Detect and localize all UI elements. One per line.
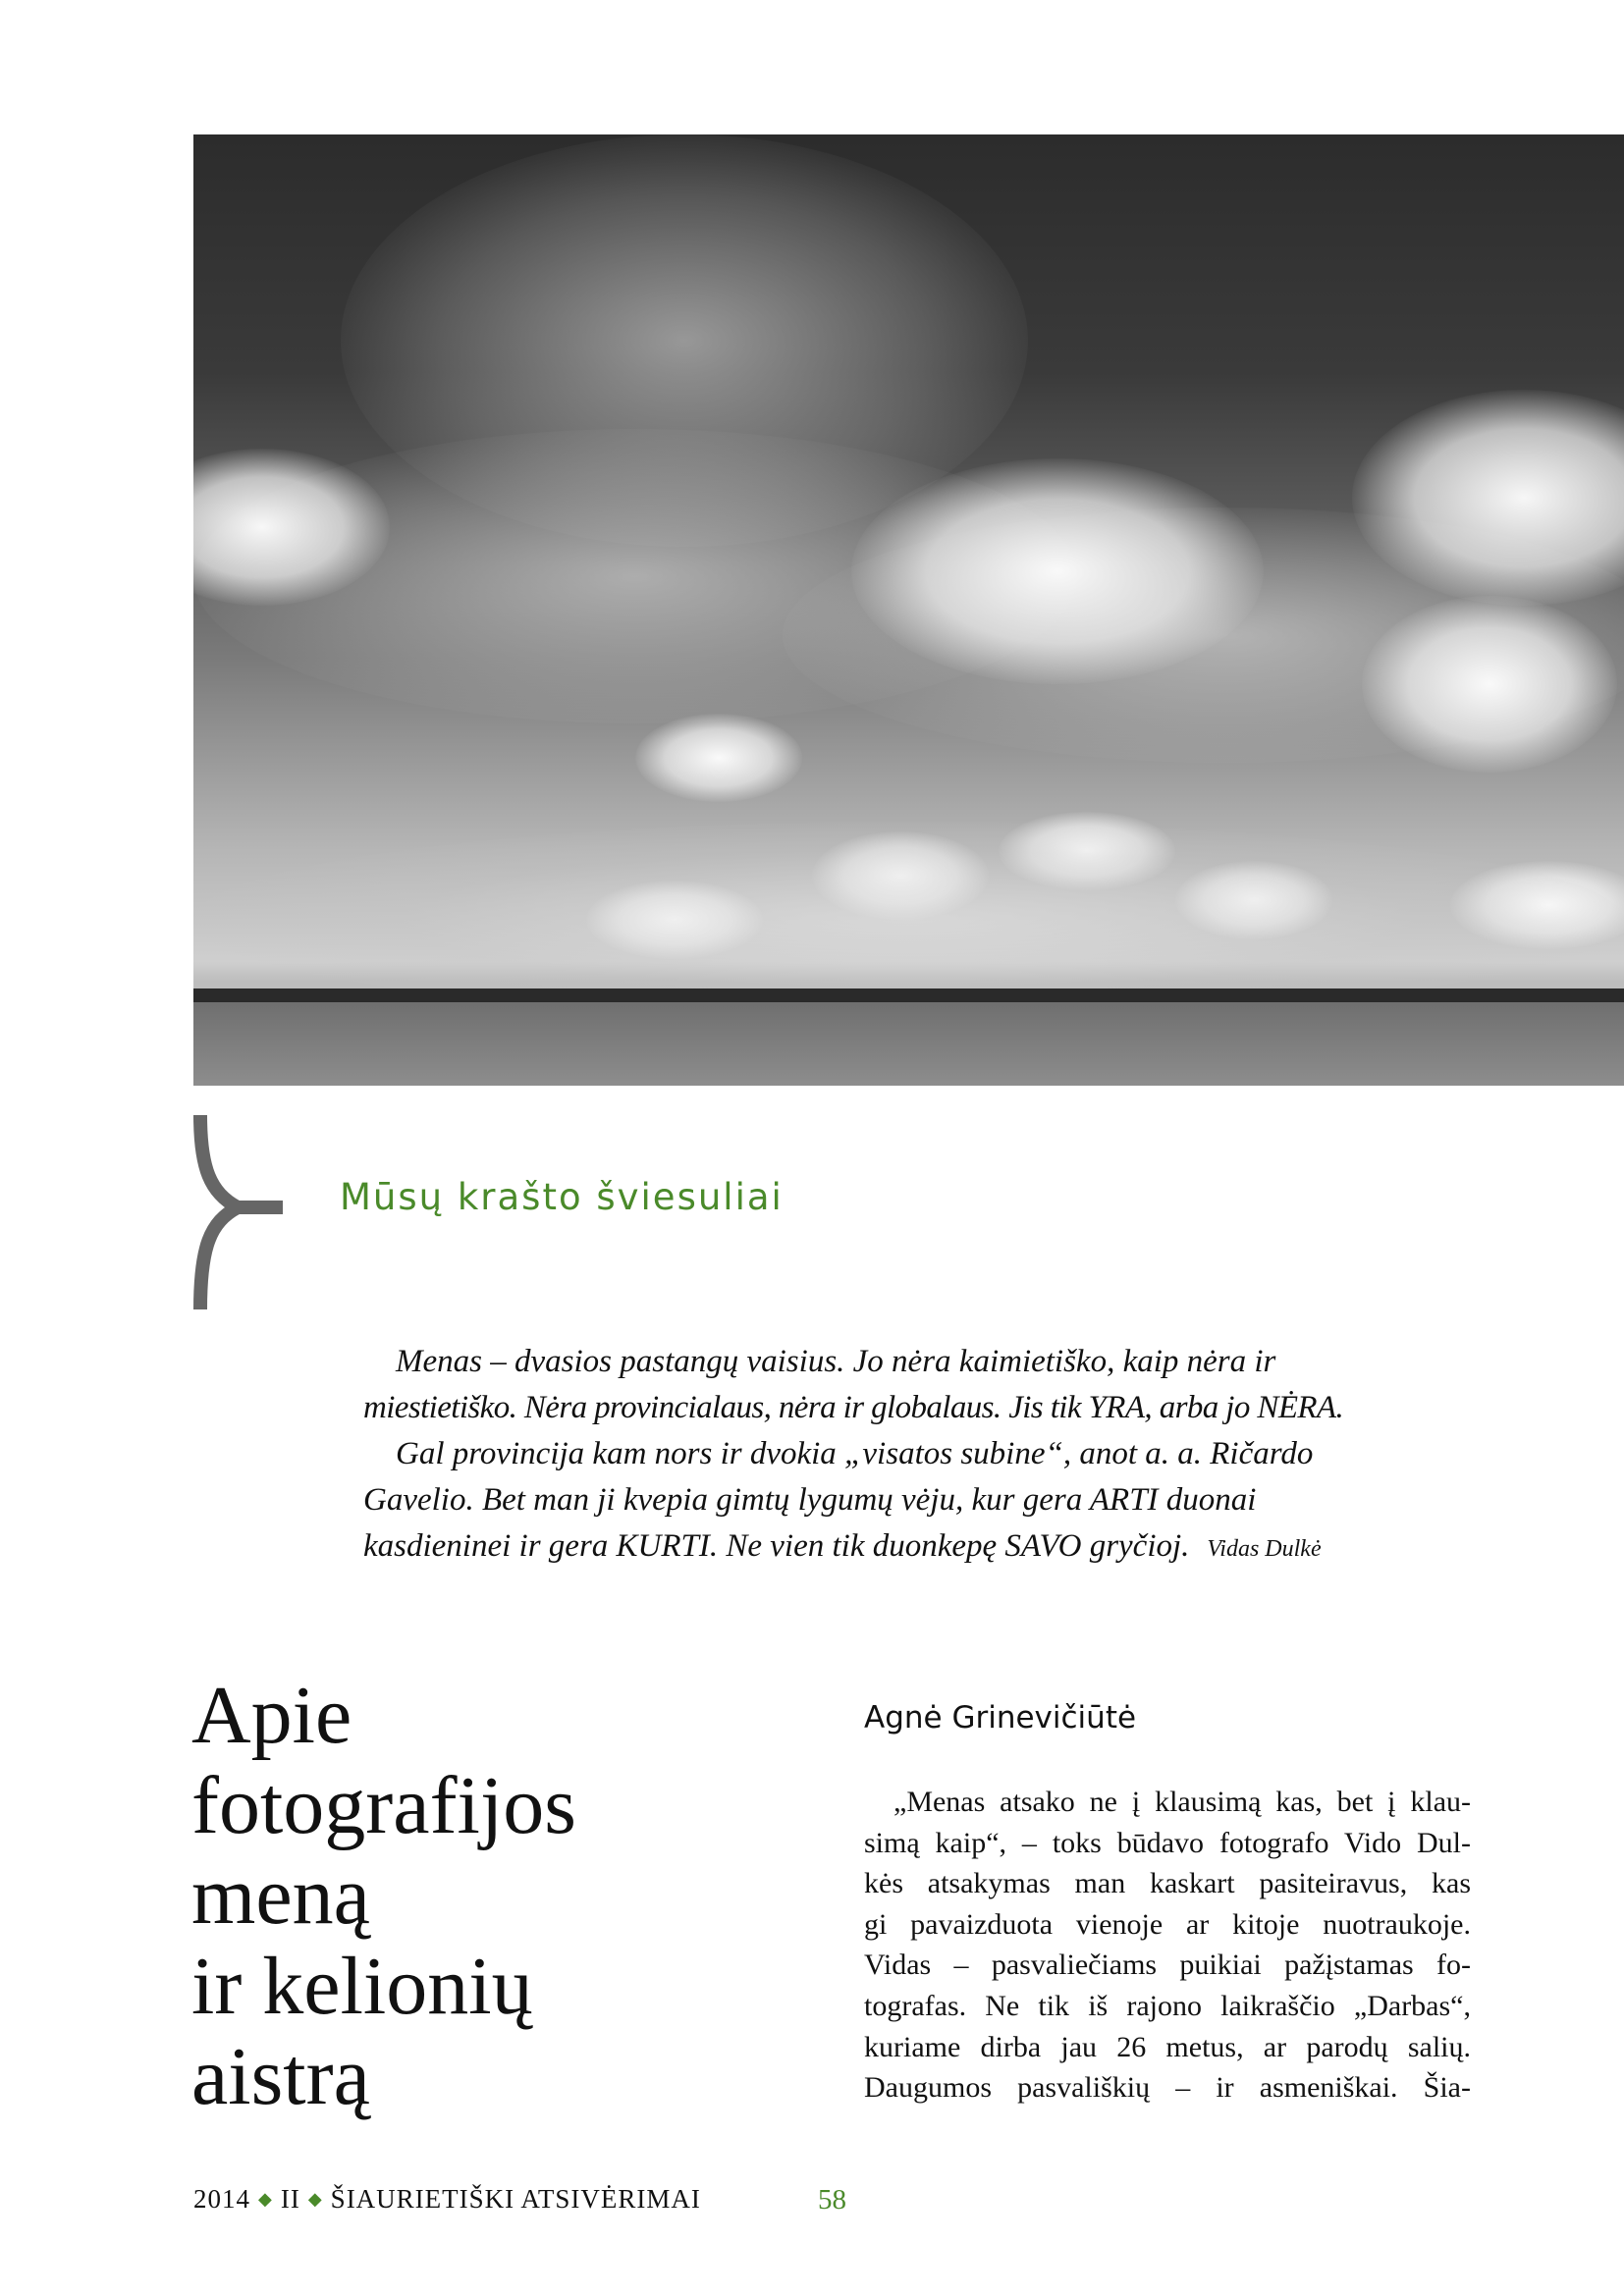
body-line: kuriame dirba jau 26 metus, ar parodų salių.	[864, 2030, 1471, 2063]
quote-line: miestietiško. Nėra provincialaus, nėra ir globalaus. Jis tik YRA, arba jo NĖRA.	[363, 1390, 1344, 1425]
body-line: kės atsakymas man kaskart pasiteiravus, kas	[864, 1867, 1471, 1900]
footer-year: 2014	[193, 2184, 250, 2214]
brace-ornament-icon	[189, 1109, 297, 1315]
title-line: meną	[191, 1850, 370, 1942]
body-line: tografas. Ne tik iš rajono laikraščio „Darbas“,	[864, 1989, 1471, 2022]
field	[193, 1002, 1624, 1086]
diamond-separator-icon: ◆	[258, 2189, 273, 2209]
body-line: simą kaip“, – toks būdavo fotografo Vido Dul-	[864, 1826, 1471, 1859]
title-line: aistrą	[191, 2031, 370, 2122]
page-number: 58	[818, 2184, 846, 2216]
quote-line: Menas – dvasios pastangų vaisius. Jo nėra kaimietiško, kaip nėra ir	[396, 1344, 1276, 1379]
treeline	[193, 988, 1624, 1002]
footer-issue: II	[280, 2184, 300, 2214]
title-line: ir kelionių	[191, 1941, 533, 2032]
running-footer	[193, 2184, 701, 2215]
body-line: Daugumos pasvališkių – ir asmeniškai. Šia-	[864, 2071, 1471, 2105]
epigraph-quote	[363, 1339, 1469, 1573]
article-title	[191, 1671, 576, 2122]
section-title: Mūsų krašto šviesuliai	[340, 1176, 784, 1218]
sky-clouds-photo	[193, 134, 1624, 1086]
title-line: Apie	[191, 1670, 352, 1761]
quote-line: Gal provincija kam nors ir dvokia „visatos subine“, anot a. a. Ričardo	[396, 1436, 1314, 1471]
title-line: fotografijos	[191, 1760, 576, 1851]
body-line: Vidas – pasvaliečiams puikiai pažįstamas fo-	[864, 1949, 1471, 1982]
quote-line: Gavelio. Bet man ji kvepia gimtų lygumų vėju, kur gera ARTI duonai	[363, 1482, 1257, 1518]
body-line: gi pavaizduota vienoje ar kitoje nuotraukoje.	[864, 1907, 1471, 1941]
quote-signature: Vidas Dulkė	[1207, 1536, 1322, 1562]
footer-magazine: ŠIAURIETIŠKI ATSIVĖRIMAI	[330, 2184, 701, 2214]
quote-line: kasdieninei ir gera KURTI. Ne vien tik duonkepę SAVO gryčioj.	[363, 1528, 1190, 1564]
article-author: Agnė Grinevičiūtė	[864, 1700, 1137, 1735]
diamond-separator-icon: ◆	[307, 2189, 323, 2209]
body-line: „Menas atsako ne į klausimą kas, bet į klau-	[893, 1786, 1471, 1818]
article-body	[864, 1782, 1471, 2109]
